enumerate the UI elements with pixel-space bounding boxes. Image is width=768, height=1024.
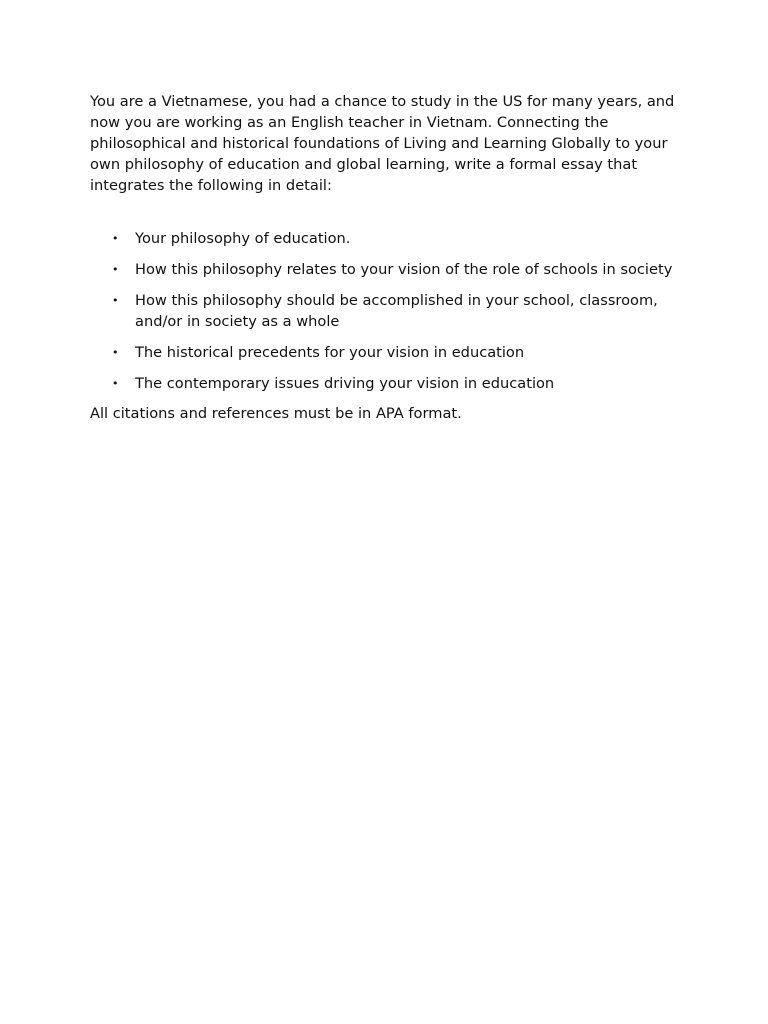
list-item: [90, 343, 682, 364]
list-item: [90, 229, 682, 250]
list-item-text: The contemporary issues driving your vision in education: [135, 375, 555, 393]
bullet-icon: •: [112, 377, 119, 391]
intro-paragraph: You are a Vietnamese, you had a chance to study in the US for many years, and now you are working as an English teacher in Vietnam. Connecting the philosophical and historical foundations of Living and Learning Globally to your own philosophy of education and global learning, write a formal essay that integrates the following in detail:: [90, 93, 675, 194]
bullet-icon: •: [112, 262, 119, 276]
list-item-text: How this philosophy relates to your vision of the role of schools in society: [135, 260, 673, 278]
bullet-icon: •: [112, 346, 119, 360]
list-item: [90, 291, 682, 333]
list-item-text: How this philosophy should be accomplished in your school, classroom, and/or in society as a whole: [135, 291, 658, 330]
closing-paragraph: All citations and references must be in APA format.: [90, 405, 462, 423]
list-item: [90, 260, 682, 281]
bullet-icon: •: [112, 293, 119, 307]
document-body: [90, 92, 682, 425]
list-item-text: Your philosophy of education.: [135, 229, 351, 247]
requirements-list: [90, 229, 682, 396]
bullet-icon: •: [112, 231, 119, 245]
list-item: [90, 374, 682, 395]
list-item-text: The historical precedents for your vision in education: [135, 344, 525, 362]
